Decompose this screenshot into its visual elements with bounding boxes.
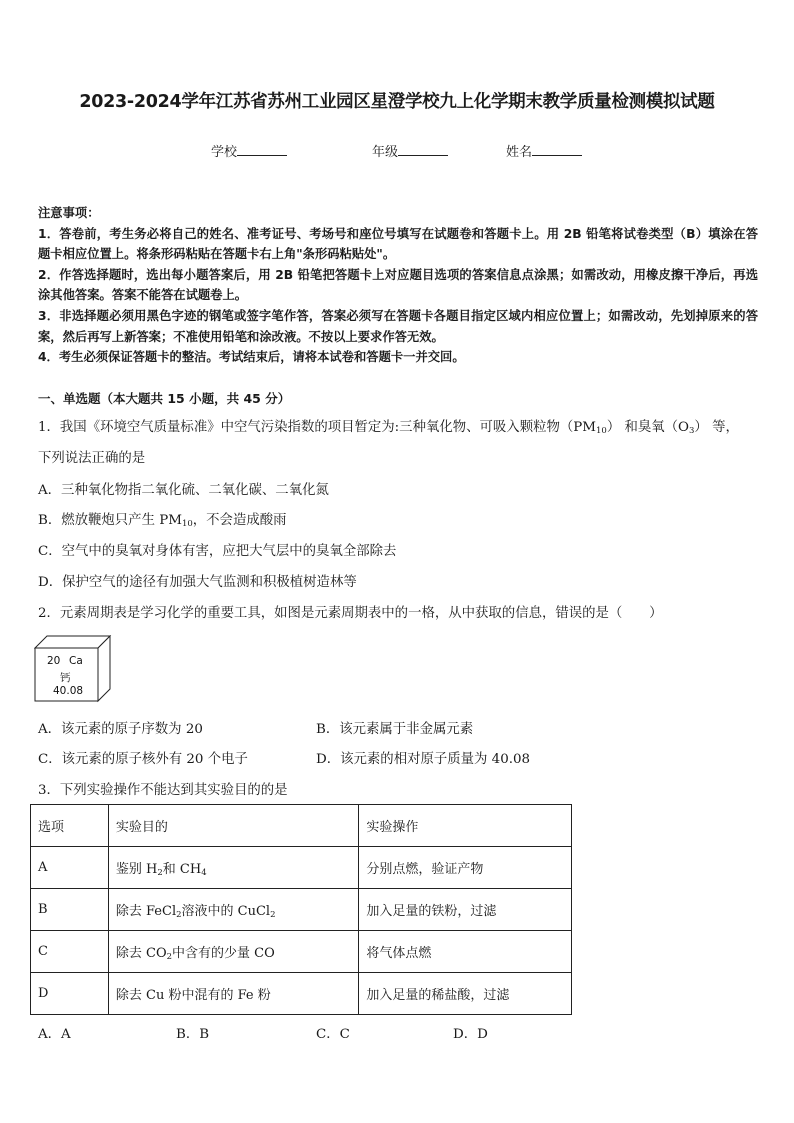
q2-stem: 2．元素周期表是学习化学的重要工具，如图是元素周期表中的一格，从中获取的信息，错误的是（ ）: [38, 606, 663, 621]
table-row: [31, 889, 572, 931]
notes-section: [38, 203, 758, 368]
note-item-3: 3．非选择题必须用黑色字迹的钢笔或签字笔作答，答案必须写在答题卡各题目指定区域内相应位置上；如需改动，先划掉原来的答案，然后再写上新答案；不准使用铅笔和涂改液。不按以上要求作答无效。: [38, 308, 758, 344]
q1-stem-line2: 下列说法正确的是: [38, 451, 146, 466]
purpose-text: 溶液中的 CuCl: [181, 904, 271, 919]
purpose-subscript: 4: [201, 868, 207, 878]
operation-cell: 分别点燃，验证产物: [359, 847, 572, 889]
q1-stem-part: ） 和臭氧（O: [606, 420, 689, 435]
option-cell: C: [31, 931, 109, 973]
notes-heading: 注意事项：: [38, 206, 100, 220]
q1-subscript: 10: [181, 519, 193, 529]
note-item-2: 2．作答选择题时，选出每小题答案后，用 2B 铅笔把答题卡上对应题目选项的答案信息点涂黑；如需改动，用橡皮擦干净后，再选涂其他答案。答案不能答在试题卷上。: [38, 267, 758, 303]
purpose-text: 除去 FeCl: [115, 904, 177, 919]
note-item-4: 4．考生必须保证答题卡的整洁。考试结束后，请将本试卷和答题卡一并交回。: [38, 350, 465, 365]
experiment-table: [30, 804, 572, 1015]
grade-label: 年级: [372, 145, 399, 160]
school-blank: [237, 143, 287, 156]
purpose-text: 和 CH: [162, 862, 202, 877]
purpose-subscript: 2: [157, 868, 163, 878]
q1-option-b-part: B．燃放鞭炮只产生 PM: [38, 513, 182, 528]
table-row: [31, 973, 572, 1015]
purpose-cell: [108, 931, 359, 973]
table-row: [31, 931, 572, 973]
school-label: 学校: [211, 145, 238, 160]
q2-option-a: A．该元素的原子序数为 20: [38, 722, 203, 737]
q1-option-c: C．空气中的臭氧对身体有害，应把大气层中的臭氧全部除去: [38, 544, 397, 559]
purpose-subscript: 2: [166, 952, 173, 962]
note-item-1: 1．答卷前，考生务必将自己的姓名、准考证号、考场号和座位号填写在试题卷和答题卡上。用 2B 铅笔将试卷类型（B）填涂在答题卡相应位置上。将条形码粘贴在答题卡右上角"条形码粘贴处"。: [38, 226, 758, 262]
q1-option-d: D．保护空气的途径有加强大气监测和积极植树造林等: [38, 575, 357, 590]
q1-option-b-part: ，不会造成酸雨: [192, 513, 287, 528]
q2-option-c: C．该元素的原子核外有 20 个电子: [38, 752, 248, 767]
purpose-text: 中含有的少量 CO: [172, 946, 275, 961]
school-field: [211, 141, 287, 160]
q2-option-d: D．该元素的相对原子质量为 40.08: [316, 752, 531, 767]
option-cell: A: [31, 847, 109, 889]
operation-cell: 将气体点燃: [359, 931, 572, 973]
table-row: [31, 847, 572, 889]
purpose-cell: [108, 847, 359, 889]
operation-cell: 加入足量的稀盐酸，过滤: [359, 973, 572, 1015]
operation-cell: 加入足量的铁粉，过滤: [359, 889, 572, 931]
grade-blank: [398, 143, 448, 156]
element-tile: [34, 635, 112, 703]
q3-choice-c: C．C: [316, 1027, 350, 1042]
q1-stem-part: 1．我国《环境空气质量标准》中空气污染指数的项目暂定为:三种氧化物、可吸入颗粒物（PM: [38, 420, 596, 435]
q1-option-a: A．三种氧化物指二氧化硫、二氧化碳、二氧化氮: [38, 483, 329, 498]
purpose-subscript: 2: [270, 910, 276, 920]
table-header-cell: 实验目的: [108, 805, 359, 847]
element-mass: 40.08: [53, 685, 84, 697]
table-header-cell: 选项: [31, 805, 109, 847]
table-header-cell: 实验操作: [359, 805, 572, 847]
page-title: 2023-2024学年江苏省苏州工业园区星澄学校九上化学期末教学质量检测模拟试题: [79, 92, 715, 112]
q1-subscript: 10: [595, 426, 607, 436]
element-atomic-number: 20: [47, 655, 61, 667]
section-heading: 一、单选题（本大题共 15 小题，共 45 分）: [38, 391, 291, 406]
option-cell: B: [31, 889, 109, 931]
q1-stem-part: ） 等，: [694, 420, 739, 435]
q1-stem: [38, 416, 739, 435]
q3-choice-d: D．D: [453, 1027, 488, 1042]
grade-field: [372, 141, 448, 160]
purpose-subscript: 2: [176, 910, 182, 920]
name-field: [506, 141, 582, 160]
name-label: 姓名: [506, 145, 533, 160]
purpose-cell: [108, 889, 359, 931]
q1-option-b: [38, 509, 287, 528]
q3-choice-b: B．B: [176, 1027, 210, 1042]
name-blank: [532, 143, 582, 156]
q1-subscript: 3: [689, 426, 695, 436]
q3-stem: 3．下列实验操作不能达到其实验目的的是: [38, 783, 288, 798]
option-cell: D: [31, 973, 109, 1015]
purpose-cell: 除去 Cu 粉中混有的 Fe 粉: [108, 973, 359, 1015]
q2-option-b: B．该元素属于非金属元素: [316, 722, 474, 737]
purpose-text: 除去 CO: [115, 946, 167, 961]
table-header-row: [31, 805, 572, 847]
q3-choice-a: A．A: [38, 1027, 71, 1042]
purpose-text: 鉴别 H: [115, 862, 158, 877]
element-symbol: Ca: [69, 655, 83, 667]
element-name: 钙: [60, 672, 71, 684]
